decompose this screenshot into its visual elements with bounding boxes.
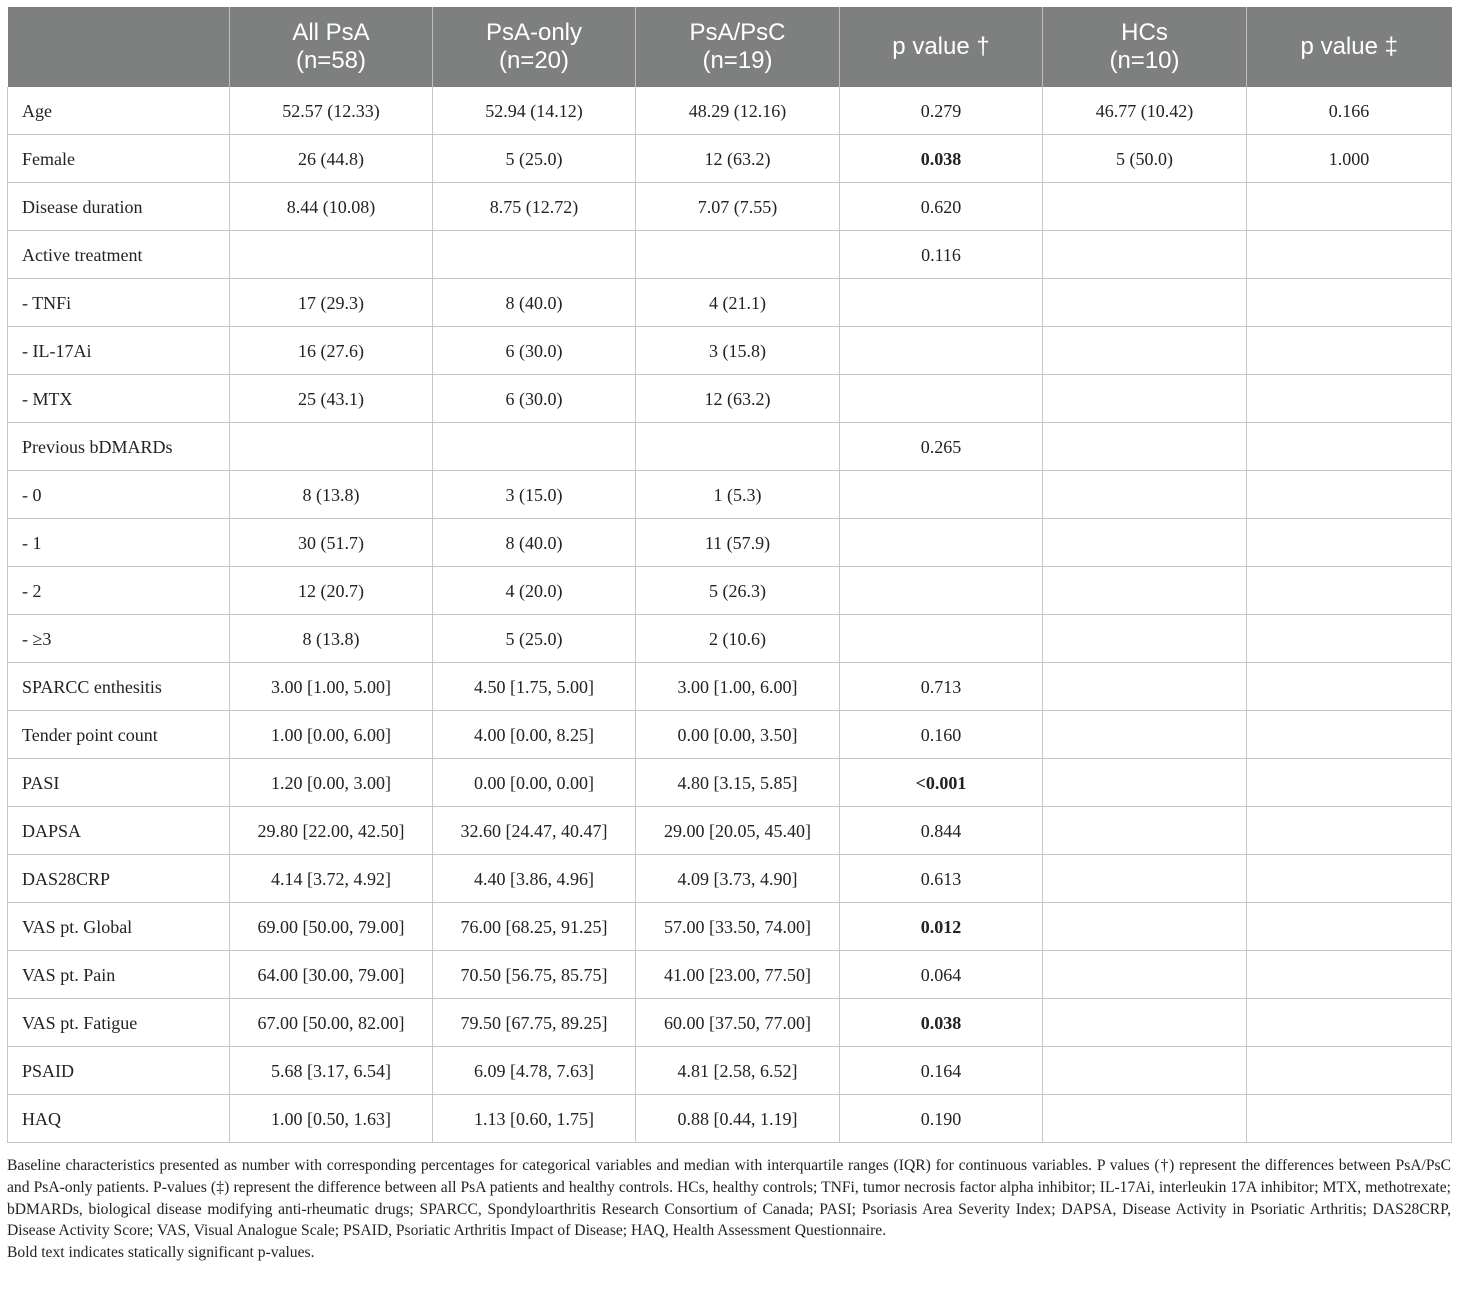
table-row bbox=[8, 471, 1452, 519]
table-row bbox=[8, 1095, 1452, 1143]
row-label: VAS pt. Fatigue bbox=[8, 999, 230, 1047]
cell-hcs: 46.77 (10.42) bbox=[1043, 87, 1247, 135]
row-label: Disease duration bbox=[8, 183, 230, 231]
row-label: - IL-17Ai bbox=[8, 327, 230, 375]
cell-all-psa: 3.00 [1.00, 5.00] bbox=[230, 663, 433, 711]
cell-psa-only: 4 (20.0) bbox=[433, 567, 636, 615]
table-container bbox=[7, 7, 1451, 1143]
cell-p-value-dagger: 0.064 bbox=[840, 951, 1043, 999]
cell-hcs bbox=[1043, 423, 1247, 471]
table-row bbox=[8, 375, 1452, 423]
footnote-abbreviations: Baseline characteristics presented as number with corresponding percentages for categorical variables and median with interquartile ranges (IQR) for continuous variables. P values (†) represent the differences between PsA/PsC and PsA-only patients. P-values (‡) represent the difference between all PsA patients and healthy controls. HCs, healthy controls; TNFi, tumor necrosis factor alpha inhibitor; IL-17Ai, interleukin 17A inhibitor; MTX, methotrexate; bDMARDs, biological disease modifying anti-rheumatic drugs; SPARCC, Spondyloarthritis Research Consortium of Canada; PASI; Psoriasis Area Severity Index; DAPSA, Disease Activity in Psoriatic Arthritis; DAS28CRP, Disease Activity Score; VAS, Visual Analogue Scale; PSAID, Psoriatic Arthritis Impact of Disease; HAQ, Health Assessment Questionnaire. bbox=[7, 1157, 1451, 1240]
cell-all-psa: 8 (13.8) bbox=[230, 471, 433, 519]
header-psa-only-title: PsA-only bbox=[485, 19, 583, 46]
cell-hcs bbox=[1043, 471, 1247, 519]
cell-hcs bbox=[1043, 183, 1247, 231]
cell-all-psa: 25 (43.1) bbox=[230, 375, 433, 423]
cell-psa-only: 6 (30.0) bbox=[433, 375, 636, 423]
row-label: DAS28CRP bbox=[8, 855, 230, 903]
table-body bbox=[8, 87, 1452, 1143]
cell-p-value-dagger: 0.844 bbox=[840, 807, 1043, 855]
cell-psa-psc: 41.00 [23.00, 77.50] bbox=[636, 951, 840, 999]
table-row bbox=[8, 855, 1452, 903]
table-row bbox=[8, 615, 1452, 663]
cell-psa-only: 52.94 (14.12) bbox=[433, 87, 636, 135]
cell-p-value-double-dagger bbox=[1247, 519, 1452, 567]
cell-hcs bbox=[1043, 231, 1247, 279]
cell-psa-psc: 57.00 [33.50, 74.00] bbox=[636, 903, 840, 951]
cell-psa-psc: 3.00 [1.00, 6.00] bbox=[636, 663, 840, 711]
table-row bbox=[8, 183, 1452, 231]
cell-p-value-double-dagger: 1.000 bbox=[1247, 135, 1452, 183]
cell-hcs bbox=[1043, 711, 1247, 759]
cell-hcs bbox=[1043, 567, 1247, 615]
cell-psa-only: 32.60 [24.47, 40.47] bbox=[433, 807, 636, 855]
cell-all-psa: 8.44 (10.08) bbox=[230, 183, 433, 231]
cell-all-psa bbox=[230, 231, 433, 279]
cell-p-value-double-dagger bbox=[1247, 471, 1452, 519]
row-label: - 1 bbox=[8, 519, 230, 567]
cell-psa-only: 8 (40.0) bbox=[433, 519, 636, 567]
cell-hcs bbox=[1043, 1047, 1247, 1095]
cell-all-psa: 26 (44.8) bbox=[230, 135, 433, 183]
table-row bbox=[8, 279, 1452, 327]
cell-psa-only: 4.40 [3.86, 4.96] bbox=[433, 855, 636, 903]
cell-p-value-dagger: 0.116 bbox=[840, 231, 1043, 279]
cell-p-value-dagger: <0.001 bbox=[840, 759, 1043, 807]
header-cell-hcs bbox=[1043, 7, 1247, 87]
header-cell-p-value-double-dagger bbox=[1247, 7, 1452, 87]
cell-hcs bbox=[1043, 519, 1247, 567]
table-row bbox=[8, 999, 1452, 1047]
cell-hcs bbox=[1043, 1095, 1247, 1143]
row-label: PASI bbox=[8, 759, 230, 807]
header-all-psa-title: All PsA bbox=[292, 19, 370, 46]
cell-p-value-dagger: 0.012 bbox=[840, 903, 1043, 951]
cell-p-value-dagger: 0.160 bbox=[840, 711, 1043, 759]
table-row bbox=[8, 327, 1452, 375]
cell-psa-psc bbox=[636, 423, 840, 471]
table-row bbox=[8, 87, 1452, 135]
cell-hcs bbox=[1043, 951, 1247, 999]
cell-psa-only: 8.75 (12.72) bbox=[433, 183, 636, 231]
cell-psa-psc: 60.00 [37.50, 77.00] bbox=[636, 999, 840, 1047]
cell-hcs bbox=[1043, 855, 1247, 903]
cell-psa-only: 4.00 [0.00, 8.25] bbox=[433, 711, 636, 759]
cell-psa-psc: 12 (63.2) bbox=[636, 135, 840, 183]
cell-p-value-dagger: 0.713 bbox=[840, 663, 1043, 711]
cell-hcs bbox=[1043, 327, 1247, 375]
cell-psa-only: 6.09 [4.78, 7.63] bbox=[433, 1047, 636, 1095]
cell-p-value-dagger: 0.038 bbox=[840, 999, 1043, 1047]
cell-p-value-dagger: 0.613 bbox=[840, 855, 1043, 903]
cell-p-value-dagger bbox=[840, 327, 1043, 375]
header-p-value-double-dagger-title: p value ‡ bbox=[1300, 33, 1398, 60]
cell-all-psa: 52.57 (12.33) bbox=[230, 87, 433, 135]
table-row bbox=[8, 807, 1452, 855]
header-p-value-dagger-title: p value † bbox=[892, 33, 990, 60]
cell-psa-psc: 29.00 [20.05, 45.40] bbox=[636, 807, 840, 855]
row-label: Age bbox=[8, 87, 230, 135]
header-psa-only-n: (n=20) bbox=[498, 47, 570, 74]
cell-all-psa: 64.00 [30.00, 79.00] bbox=[230, 951, 433, 999]
header-row bbox=[8, 7, 1452, 87]
table-row bbox=[8, 135, 1452, 183]
table-row bbox=[8, 663, 1452, 711]
row-label: Tender point count bbox=[8, 711, 230, 759]
cell-psa-psc: 3 (15.8) bbox=[636, 327, 840, 375]
cell-p-value-double-dagger bbox=[1247, 1047, 1452, 1095]
row-label: Previous bDMARDs bbox=[8, 423, 230, 471]
row-label: Active treatment bbox=[8, 231, 230, 279]
table-row bbox=[8, 567, 1452, 615]
cell-psa-psc: 2 (10.6) bbox=[636, 615, 840, 663]
table-row bbox=[8, 519, 1452, 567]
cell-all-psa: 17 (29.3) bbox=[230, 279, 433, 327]
cell-p-value-double-dagger bbox=[1247, 183, 1452, 231]
cell-p-value-double-dagger bbox=[1247, 567, 1452, 615]
header-cell-psa-psc bbox=[636, 7, 840, 87]
cell-p-value-double-dagger bbox=[1247, 375, 1452, 423]
cell-psa-only: 70.50 [56.75, 85.75] bbox=[433, 951, 636, 999]
cell-psa-only bbox=[433, 423, 636, 471]
cell-psa-psc: 48.29 (12.16) bbox=[636, 87, 840, 135]
cell-p-value-dagger: 0.279 bbox=[840, 87, 1043, 135]
cell-p-value-dagger bbox=[840, 375, 1043, 423]
cell-psa-only: 4.50 [1.75, 5.00] bbox=[433, 663, 636, 711]
cell-all-psa: 1.00 [0.50, 1.63] bbox=[230, 1095, 433, 1143]
table-row bbox=[8, 951, 1452, 999]
row-label: - 2 bbox=[8, 567, 230, 615]
cell-p-value-double-dagger bbox=[1247, 951, 1452, 999]
cell-psa-only bbox=[433, 231, 636, 279]
cell-psa-only: 5 (25.0) bbox=[433, 135, 636, 183]
cell-p-value-double-dagger bbox=[1247, 327, 1452, 375]
cell-hcs bbox=[1043, 999, 1247, 1047]
cell-p-value-double-dagger bbox=[1247, 663, 1452, 711]
row-label: DAPSA bbox=[8, 807, 230, 855]
cell-psa-only: 79.50 [67.75, 89.25] bbox=[433, 999, 636, 1047]
cell-psa-psc: 4.80 [3.15, 5.85] bbox=[636, 759, 840, 807]
cell-psa-psc: 4.81 [2.58, 6.52] bbox=[636, 1047, 840, 1095]
cell-p-value-dagger bbox=[840, 615, 1043, 663]
row-label: - TNFi bbox=[8, 279, 230, 327]
table-row bbox=[8, 231, 1452, 279]
header-psa-psc-n: (n=19) bbox=[702, 47, 773, 74]
header-hcs-n: (n=10) bbox=[1109, 47, 1180, 74]
cell-psa-psc: 0.00 [0.00, 3.50] bbox=[636, 711, 840, 759]
cell-p-value-double-dagger bbox=[1247, 855, 1452, 903]
cell-p-value-double-dagger bbox=[1247, 423, 1452, 471]
cell-p-value-double-dagger bbox=[1247, 711, 1452, 759]
cell-psa-only: 8 (40.0) bbox=[433, 279, 636, 327]
cell-psa-only: 3 (15.0) bbox=[433, 471, 636, 519]
cell-all-psa: 29.80 [22.00, 42.50] bbox=[230, 807, 433, 855]
row-label: VAS pt. Global bbox=[8, 903, 230, 951]
header-hcs-title: HCs bbox=[1121, 19, 1168, 46]
cell-p-value-double-dagger bbox=[1247, 999, 1452, 1047]
cell-psa-psc: 0.88 [0.44, 1.19] bbox=[636, 1095, 840, 1143]
cell-all-psa: 5.68 [3.17, 6.54] bbox=[230, 1047, 433, 1095]
cell-psa-psc: 12 (63.2) bbox=[636, 375, 840, 423]
cell-all-psa: 16 (27.6) bbox=[230, 327, 433, 375]
row-label: - ≥3 bbox=[8, 615, 230, 663]
cell-psa-only: 5 (25.0) bbox=[433, 615, 636, 663]
header-all-psa-n: (n=58) bbox=[295, 47, 367, 74]
cell-p-value-dagger: 0.620 bbox=[840, 183, 1043, 231]
cell-p-value-double-dagger bbox=[1247, 279, 1452, 327]
cell-p-value-dagger: 0.190 bbox=[840, 1095, 1043, 1143]
cell-psa-psc bbox=[636, 231, 840, 279]
cell-p-value-double-dagger bbox=[1247, 759, 1452, 807]
cell-hcs bbox=[1043, 615, 1247, 663]
table-footnotes bbox=[7, 1155, 1451, 1264]
header-cell-p-value-dagger bbox=[840, 7, 1043, 87]
row-label: PSAID bbox=[8, 1047, 230, 1095]
cell-p-value-double-dagger bbox=[1247, 615, 1452, 663]
cell-p-value-double-dagger bbox=[1247, 1095, 1452, 1143]
cell-all-psa: 69.00 [50.00, 79.00] bbox=[230, 903, 433, 951]
cell-hcs: 5 (50.0) bbox=[1043, 135, 1247, 183]
cell-all-psa: 1.00 [0.00, 6.00] bbox=[230, 711, 433, 759]
cell-p-value-double-dagger: 0.166 bbox=[1247, 87, 1452, 135]
table-header bbox=[8, 7, 1452, 87]
cell-hcs bbox=[1043, 375, 1247, 423]
row-label: SPARCC enthesitis bbox=[8, 663, 230, 711]
cell-p-value-dagger: 0.265 bbox=[840, 423, 1043, 471]
footnote-bold-note: Bold text indicates statically significant p-values. bbox=[7, 1244, 315, 1262]
table-row bbox=[8, 1047, 1452, 1095]
cell-psa-psc: 7.07 (7.55) bbox=[636, 183, 840, 231]
cell-all-psa: 67.00 [50.00, 82.00] bbox=[230, 999, 433, 1047]
cell-p-value-dagger bbox=[840, 279, 1043, 327]
cell-all-psa: 4.14 [3.72, 4.92] bbox=[230, 855, 433, 903]
table-row bbox=[8, 903, 1452, 951]
row-label: VAS pt. Pain bbox=[8, 951, 230, 999]
header-cell-psa-only bbox=[433, 7, 636, 87]
header-cell-variable bbox=[8, 7, 230, 87]
cell-all-psa: 1.20 [0.00, 3.00] bbox=[230, 759, 433, 807]
header-psa-psc-title: PsA/PsC bbox=[689, 19, 786, 46]
cell-p-value-dagger bbox=[840, 567, 1043, 615]
cell-all-psa: 30 (51.7) bbox=[230, 519, 433, 567]
cell-hcs bbox=[1043, 663, 1247, 711]
cell-hcs bbox=[1043, 279, 1247, 327]
cell-p-value-double-dagger bbox=[1247, 903, 1452, 951]
cell-all-psa: 12 (20.7) bbox=[230, 567, 433, 615]
cell-hcs bbox=[1043, 903, 1247, 951]
row-label: - 0 bbox=[8, 471, 230, 519]
cell-psa-psc: 1 (5.3) bbox=[636, 471, 840, 519]
row-label: - MTX bbox=[8, 375, 230, 423]
cell-all-psa bbox=[230, 423, 433, 471]
table-row bbox=[8, 711, 1452, 759]
cell-psa-psc: 4.09 [3.73, 4.90] bbox=[636, 855, 840, 903]
cell-psa-psc: 11 (57.9) bbox=[636, 519, 840, 567]
header-cell-all-psa bbox=[230, 7, 433, 87]
cell-psa-psc: 4 (21.1) bbox=[636, 279, 840, 327]
row-label: HAQ bbox=[8, 1095, 230, 1143]
cell-p-value-double-dagger bbox=[1247, 807, 1452, 855]
cell-psa-only: 6 (30.0) bbox=[433, 327, 636, 375]
cell-p-value-dagger bbox=[840, 471, 1043, 519]
table-row bbox=[8, 759, 1452, 807]
cell-psa-psc: 5 (26.3) bbox=[636, 567, 840, 615]
cell-hcs bbox=[1043, 807, 1247, 855]
cell-p-value-double-dagger bbox=[1247, 231, 1452, 279]
cell-p-value-dagger bbox=[840, 519, 1043, 567]
cell-psa-only: 76.00 [68.25, 91.25] bbox=[433, 903, 636, 951]
cell-p-value-dagger: 0.164 bbox=[840, 1047, 1043, 1095]
row-label: Female bbox=[8, 135, 230, 183]
cell-psa-only: 0.00 [0.00, 0.00] bbox=[433, 759, 636, 807]
baseline-characteristics-table bbox=[7, 7, 1452, 1143]
cell-all-psa: 8 (13.8) bbox=[230, 615, 433, 663]
cell-p-value-dagger: 0.038 bbox=[840, 135, 1043, 183]
cell-hcs bbox=[1043, 759, 1247, 807]
table-row bbox=[8, 423, 1452, 471]
cell-psa-only: 1.13 [0.60, 1.75] bbox=[433, 1095, 636, 1143]
